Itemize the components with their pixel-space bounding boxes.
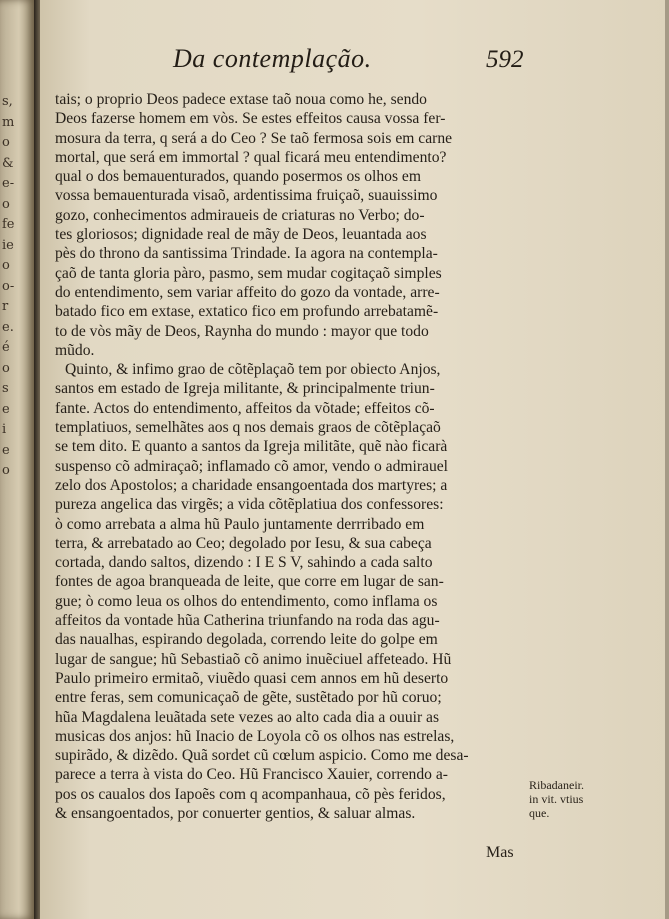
text-line: suspenso cõ admiraçaõ; inflamado cõ amor, vendo o admirauel: [55, 457, 448, 475]
text-line: mũdo.: [55, 341, 95, 359]
text-line: zelo dos Apostolos; a charidade ensangoentada dos martyres; a: [55, 476, 448, 494]
marginal-note: [529, 778, 584, 820]
text-line: fante. Actos do entendimento, affeitos da võtade; effeitos cõ-: [55, 399, 435, 417]
marginal-note-line: que.: [529, 806, 550, 820]
text-line: santos em estado de Igreja militante, & principalmente triun-: [55, 380, 435, 398]
running-head: Da contemplação.: [173, 44, 372, 73]
facing-page-fragment: o: [2, 463, 10, 478]
facing-page-fragment: r: [2, 299, 9, 314]
text-line: pos os caualos dos Iapoẽs com q acompanhaua, cõ pès feridos,: [55, 785, 446, 803]
text-line: tes gloriosos; dignidade real de mãy de Deos, leuantada aos: [55, 226, 427, 244]
text-line: do entendimento, sem variar affeito do gozo da vontade, arre-: [55, 283, 440, 301]
page-header: [40, 44, 669, 80]
text-line: parece a terra à vista do Ceo. Hũ Francisco Xauier, correndo a-: [55, 766, 448, 784]
text-line: se tem dito. E quanto a santos da Igreja militãte, quẽ nào ficarà: [55, 438, 448, 456]
facing-page-fragment: e: [2, 401, 10, 417]
facing-page-fragment: ie: [2, 237, 14, 253]
marginal-note-line: Ribadaneir.: [529, 778, 584, 792]
facing-page-fragment: fe: [2, 217, 15, 232]
text-line: terra, & arrebatado ao Ceo; degolado por Iesu, & sua cabeça: [55, 534, 432, 552]
facing-page-fragment: i: [2, 422, 7, 437]
text-line: musicas dos anjos: hũ Inacio de Loyola cõ os olhos nas estrelas,: [55, 727, 455, 745]
text-line: Paulo primeiro ermitaõ, viuẽdo quasi cem annos em hũ deserto: [55, 669, 449, 687]
page-edge: [665, 0, 669, 919]
text-line: mortal, que será em immortal ? qual ficará meu entendimento?: [55, 148, 447, 166]
text-line: affeitos da vontade hũa Catherina triunfando na roda das agu-: [55, 612, 440, 630]
text-line: Deos fazerse homem em vòs. Se estes effeitos causa vossa fer-: [55, 110, 446, 128]
text-line: supirãdo, & dizẽdo. Quã sordet cũ cœlum aspicio. Como me desa-: [55, 747, 469, 765]
facing-page-fragment: e-: [2, 176, 15, 191]
text-line: qual o dos bemauenturados, quando posermos os olhos em: [55, 168, 421, 186]
facing-page-fragment: e: [2, 442, 10, 458]
marginal-note-line: in vit. vtius: [529, 792, 584, 806]
text-line: vossa bemauenturada visaõ, ardentissima fruiçaõ, suauissimo: [55, 187, 438, 205]
text-line: Quinto, & infimo grao de cõtẽplaçaõ tem por obiecto Anjos,: [65, 361, 441, 379]
text-line: fontes de agoa branqueada de leite, que corre em lugar de san-: [55, 573, 444, 591]
text-line: batado fico em extase, extatico fico em profundo arrebatamẽ-: [55, 303, 439, 321]
facing-page-fragment: o-: [2, 278, 15, 294]
body-text: [55, 90, 535, 823]
facing-page-fragment: o: [2, 196, 10, 212]
facing-page-fragment: o: [2, 360, 10, 376]
facing-page-edge: [0, 0, 34, 919]
page-number: 592: [486, 46, 524, 73]
catchword: Mas: [486, 844, 514, 861]
text-line: entre feras, sem comunicaçaõ de gẽte, sustẽtado por hũ coruo;: [55, 689, 442, 707]
text-line: hũa Magdalena leuãtada sete vezes ao alto cada dia a ouuir as: [55, 708, 440, 726]
book-page: [40, 0, 669, 919]
text-line: cortada, dando saltos, dizendo : I E S V, sahindo a cada salto: [55, 554, 433, 572]
text-line: pès do throno da santissima Trindade. Ia agora na contempla-: [55, 245, 438, 263]
text-line: ò como arrebata a alma hũ Paulo juntamente derrribado em: [55, 515, 425, 533]
facing-page-fragment: é: [2, 340, 10, 355]
text-line: gue; ò como leua os olhos do entendimento, como inflama os: [55, 592, 438, 610]
facing-page-fragment: e.: [2, 319, 14, 335]
facing-page-fragment: o: [2, 135, 10, 150]
text-line: mosura da terra, q será a do Ceo ? Se taõ fermosa sois em carne: [55, 129, 453, 147]
text-line: templatiuos, semelhãtes aos q nos demais graos de cõtẽplaçaõ: [55, 419, 441, 437]
facing-page-fragment: &: [2, 155, 14, 171]
facing-page-fragment: s: [2, 381, 9, 396]
text-line: to de vòs mãy de Deos, Raynha do mundo : mayor que todo: [55, 322, 429, 340]
text-line: tais; o proprio Deos padece extase taõ noua como he, sendo: [55, 91, 427, 108]
facing-page-fragment: o: [2, 258, 10, 273]
facing-page-fragment: s,: [2, 94, 13, 109]
text-line: pureza angelica das virgẽs; a vida cõtẽplatiua dos confessores:: [55, 496, 444, 514]
text-line: lugar de sangue; hũ Sebastiaõ cõ animo inuẽciuel affeteado. Hũ: [55, 650, 452, 668]
text-line: & ensangoentados, por conuerter gentios, & saluar almas.: [55, 804, 416, 822]
text-line: das naualhas, espirando degolada, correndo leite do golpe em: [55, 631, 438, 649]
facing-page-fragment: m: [2, 114, 15, 130]
text-line: gozo, conhecimentos admiraueis de criaturas no Verbo; do-: [55, 206, 425, 224]
text-line: çaõ de tanta gloria pàro, pasmo, sem mudar cogitaçaõ simples: [55, 264, 442, 282]
